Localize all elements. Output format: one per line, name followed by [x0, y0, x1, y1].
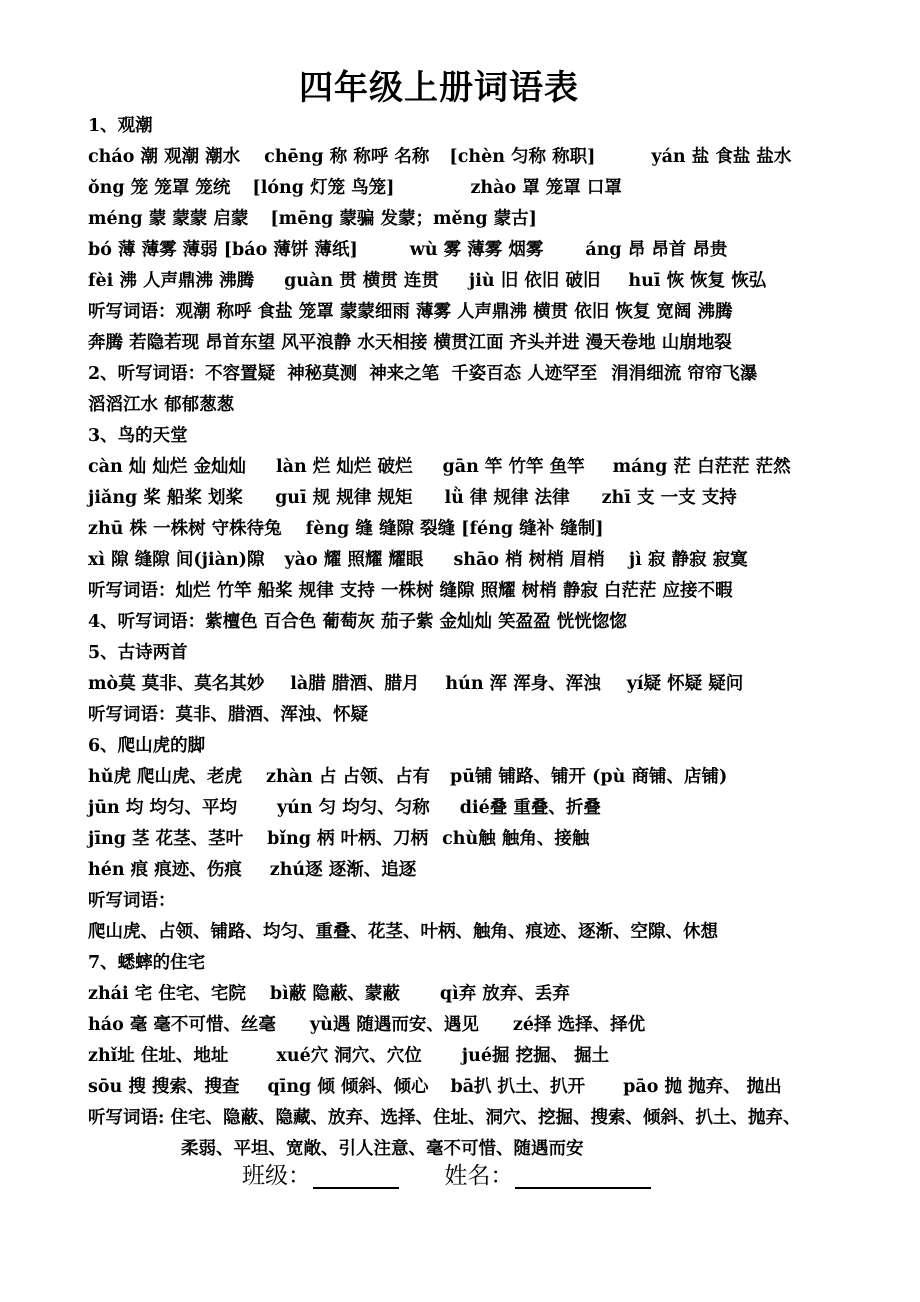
word-entry: fèng 缝 缝隙 裂缝 [féng 缝补 缝制]	[305, 519, 604, 539]
word-entry: càn 灿 灿烂 金灿灿	[88, 457, 246, 477]
text-line	[88, 421, 888, 452]
word-entry: lǜ 律 规律 法律	[444, 488, 570, 508]
word-entry: zhǐ址 住址、地址	[88, 1046, 229, 1066]
word-entry: guī 规 规律 规矩	[275, 488, 413, 508]
word-entry: qì弃 放弃、丢弃	[439, 984, 570, 1004]
text-line	[88, 359, 888, 390]
word-entry: fèi 沸 人声鼎沸 沸腾	[88, 271, 255, 291]
word-entry: bì蔽 隐蔽、蒙蔽	[269, 984, 400, 1004]
word-entry: yù遇 随遇而安、遇见	[309, 1015, 479, 1035]
text-line	[88, 483, 888, 514]
word-entry: zhái 宅 住宅、宅院	[88, 984, 246, 1004]
word-entry: mò莫 莫非、莫名其妙	[88, 674, 265, 694]
word-entry: hǔ虎 爬山虎、老虎	[88, 767, 243, 787]
text-line	[88, 576, 888, 607]
page-title: 四年级上册词语表	[299, 68, 579, 108]
text-line	[88, 235, 888, 266]
word-entry: yào 耀 照耀 耀眼	[284, 550, 424, 570]
word-entry: sōu 搜 搜索、搜查	[88, 1077, 240, 1097]
text-line	[88, 173, 888, 204]
text-line	[88, 1010, 888, 1041]
text-line	[88, 452, 888, 483]
text-line	[88, 204, 888, 235]
word-entry: hén 痕 痕迹、伤痕	[88, 860, 242, 880]
student-info-footer	[242, 1156, 651, 1196]
text-line	[88, 266, 888, 297]
word-entry: 涓涓细流 帘帘飞瀑	[611, 364, 758, 384]
word-entry: jūn 均 均匀、平均	[88, 798, 237, 818]
word-entry: làn 烂 灿烂 破烂	[276, 457, 413, 477]
text-line	[88, 669, 888, 700]
word-entry: [mēng 蒙骗 发蒙；měng 蒙古]	[270, 209, 537, 229]
word-entry: 1、观潮	[88, 116, 153, 136]
word-entry: dié叠 重叠、折叠	[459, 798, 601, 818]
word-entry: xì 隙 缝隙 间(jiàn)隙	[88, 550, 265, 570]
word-entry: 7、蟋蟀的住宅	[88, 953, 206, 973]
word-entry: 柔弱、平坦、宽敞、引人注意、毫不可惜、随遇而安	[181, 1139, 584, 1159]
word-entry: 神秘莫测	[287, 364, 358, 384]
word-entry: 6、爬山虎的脚	[88, 736, 206, 756]
text-line	[88, 948, 888, 979]
word-entry: jīng 茎 花茎、茎叶	[88, 829, 244, 849]
word-entry: zhào 罩 笼罩 口罩	[470, 178, 622, 198]
text-line	[88, 917, 888, 948]
word-entry: 4、听写词语：紫檀色 百合色 葡萄灰 茄子紫 金灿灿 笑盈盈 恍恍惚惚	[88, 612, 627, 632]
word-entry: 爬山虎、占领、铺路、均匀、重叠、花茎、叶柄、触角、痕迹、逐渐、空隙、休想	[88, 922, 718, 942]
text-line	[88, 731, 888, 762]
word-entry: zé择 选择、择优	[512, 1015, 646, 1035]
word-entry: wù 雾 薄雾 烟雾	[409, 240, 544, 260]
name-blank	[515, 1165, 651, 1189]
word-entry: 滔滔江水 郁郁葱葱	[88, 395, 235, 415]
word-entry: xué穴 洞穴、穴位	[276, 1046, 422, 1066]
word-entry: chù触 触角、接触	[442, 829, 590, 849]
word-entry: ǒng 笼 笼罩 笼统	[88, 178, 231, 198]
word-entry: huī 恢 恢复 恢弘	[628, 271, 767, 291]
text-line	[88, 700, 888, 731]
text-line	[88, 607, 888, 638]
word-entry: [chèn 匀称 称职]	[449, 147, 596, 167]
text-line	[88, 111, 888, 142]
word-entry: 听写词语：莫非、腊酒、浑浊、怀疑	[88, 705, 368, 725]
word-entry: zhàn 占 占领、占有	[266, 767, 430, 787]
text-line	[88, 1103, 888, 1134]
word-entry: zhū 株 一株树 守株待兔	[88, 519, 282, 539]
text-line	[88, 793, 888, 824]
text-line	[88, 142, 888, 173]
word-entry: 听写词语：灿烂 竹竿 船桨 规律 支持 一株树 缝隙 照耀 树梢 静寂 白茫茫 应接不暇	[88, 581, 733, 601]
word-entry: 听写词语: 住宅、隐蔽、隐藏、放弃、选择、住址、洞穴、挖掘、搜索、倾斜、扒土、抛弃、	[88, 1108, 801, 1128]
text-line	[88, 979, 888, 1010]
name-label: 姓名：	[444, 1163, 514, 1189]
vocabulary-list	[88, 111, 888, 1165]
word-entry: yún 匀 均匀、匀称	[276, 798, 430, 818]
class-label: 班级：	[242, 1163, 311, 1189]
text-line	[88, 1072, 888, 1103]
text-line	[88, 390, 888, 421]
word-entry: qīng 倾 倾斜、倾心	[267, 1077, 429, 1097]
word-entry: yán 盐 食盐 盐水	[651, 147, 792, 167]
word-entry: zhī 支 一支 支持	[601, 488, 737, 508]
class-blank	[313, 1165, 399, 1189]
text-line	[88, 328, 888, 359]
text-line	[88, 1041, 888, 1072]
word-entry: méng 蒙 蒙蒙 启蒙	[88, 209, 249, 229]
word-entry: áng 昂 昂首 昂贵	[585, 240, 728, 260]
word-entry: yí疑 怀疑 疑问	[626, 674, 744, 694]
word-entry: 神来之笔	[369, 364, 440, 384]
word-entry: bǐng 柄 叶柄、刀柄	[267, 829, 429, 849]
word-entry: 3、鸟的天堂	[88, 426, 188, 446]
text-line	[88, 297, 888, 328]
text-line	[88, 762, 888, 793]
text-line	[88, 886, 888, 917]
word-entry: 奔腾 若隐若现 昂首东望 风平浪静 水天相接 横贯江面 齐头并进 漫天卷地 山崩地裂	[88, 333, 732, 353]
word-entry: jiǎng 桨 船桨 划桨	[88, 488, 244, 508]
word-entry: shāo 梢 树梢 眉梢	[453, 550, 605, 570]
word-entry: gān 竿 竹竿 鱼竿	[442, 457, 585, 477]
word-entry: zhú逐 逐渐、追逐	[269, 860, 417, 880]
word-entry: cháo 潮 观潮 潮水	[88, 147, 241, 167]
word-entry: 听写词语：观潮 称呼 食盐 笼罩 蒙蒙细雨 薄雾 人声鼎沸 横贯 依旧 恢复 宽阔 沸腾	[88, 302, 733, 322]
word-entry: jué掘 挖掘、 掘土	[461, 1046, 610, 1066]
word-entry: [lóng 灯笼 鸟笼]	[252, 178, 395, 198]
text-line	[88, 824, 888, 855]
word-entry: pāo 抛 抛弃、 抛出	[623, 1077, 782, 1097]
word-entry: háo 毫 毫不可惜、丝毫	[88, 1015, 276, 1035]
word-entry: guàn 贯 横贯 连贯	[284, 271, 439, 291]
word-entry: jiù 旧 依旧 破旧	[468, 271, 601, 291]
text-line	[88, 545, 888, 576]
text-line	[88, 638, 888, 669]
text-line	[88, 855, 888, 886]
word-entry: 听写词语：	[88, 891, 176, 911]
word-entry: 2、听写词语：不容置疑	[88, 364, 276, 384]
word-entry: chēng 称 称呼 名称	[264, 147, 430, 167]
word-entry: pū铺 铺路、铺开 (pù 商铺、店铺)	[449, 767, 728, 787]
word-entry: jì 寂 静寂 寂寞	[628, 550, 748, 570]
word-entry: máng 茫 白茫茫 茫然	[612, 457, 791, 477]
word-entry: bó 薄 薄雾 薄弱 [báo 薄饼 薄纸]	[88, 240, 358, 260]
word-entry: 千姿百态 人迹罕至	[451, 364, 598, 384]
word-entry: là腊 腊酒、腊月	[290, 674, 420, 694]
word-entry: bā扒 扒土、扒开	[450, 1077, 586, 1097]
text-line	[88, 514, 888, 545]
word-entry: hún 浑 浑身、浑浊	[445, 674, 601, 694]
word-entry: 5、古诗两首	[88, 643, 188, 663]
